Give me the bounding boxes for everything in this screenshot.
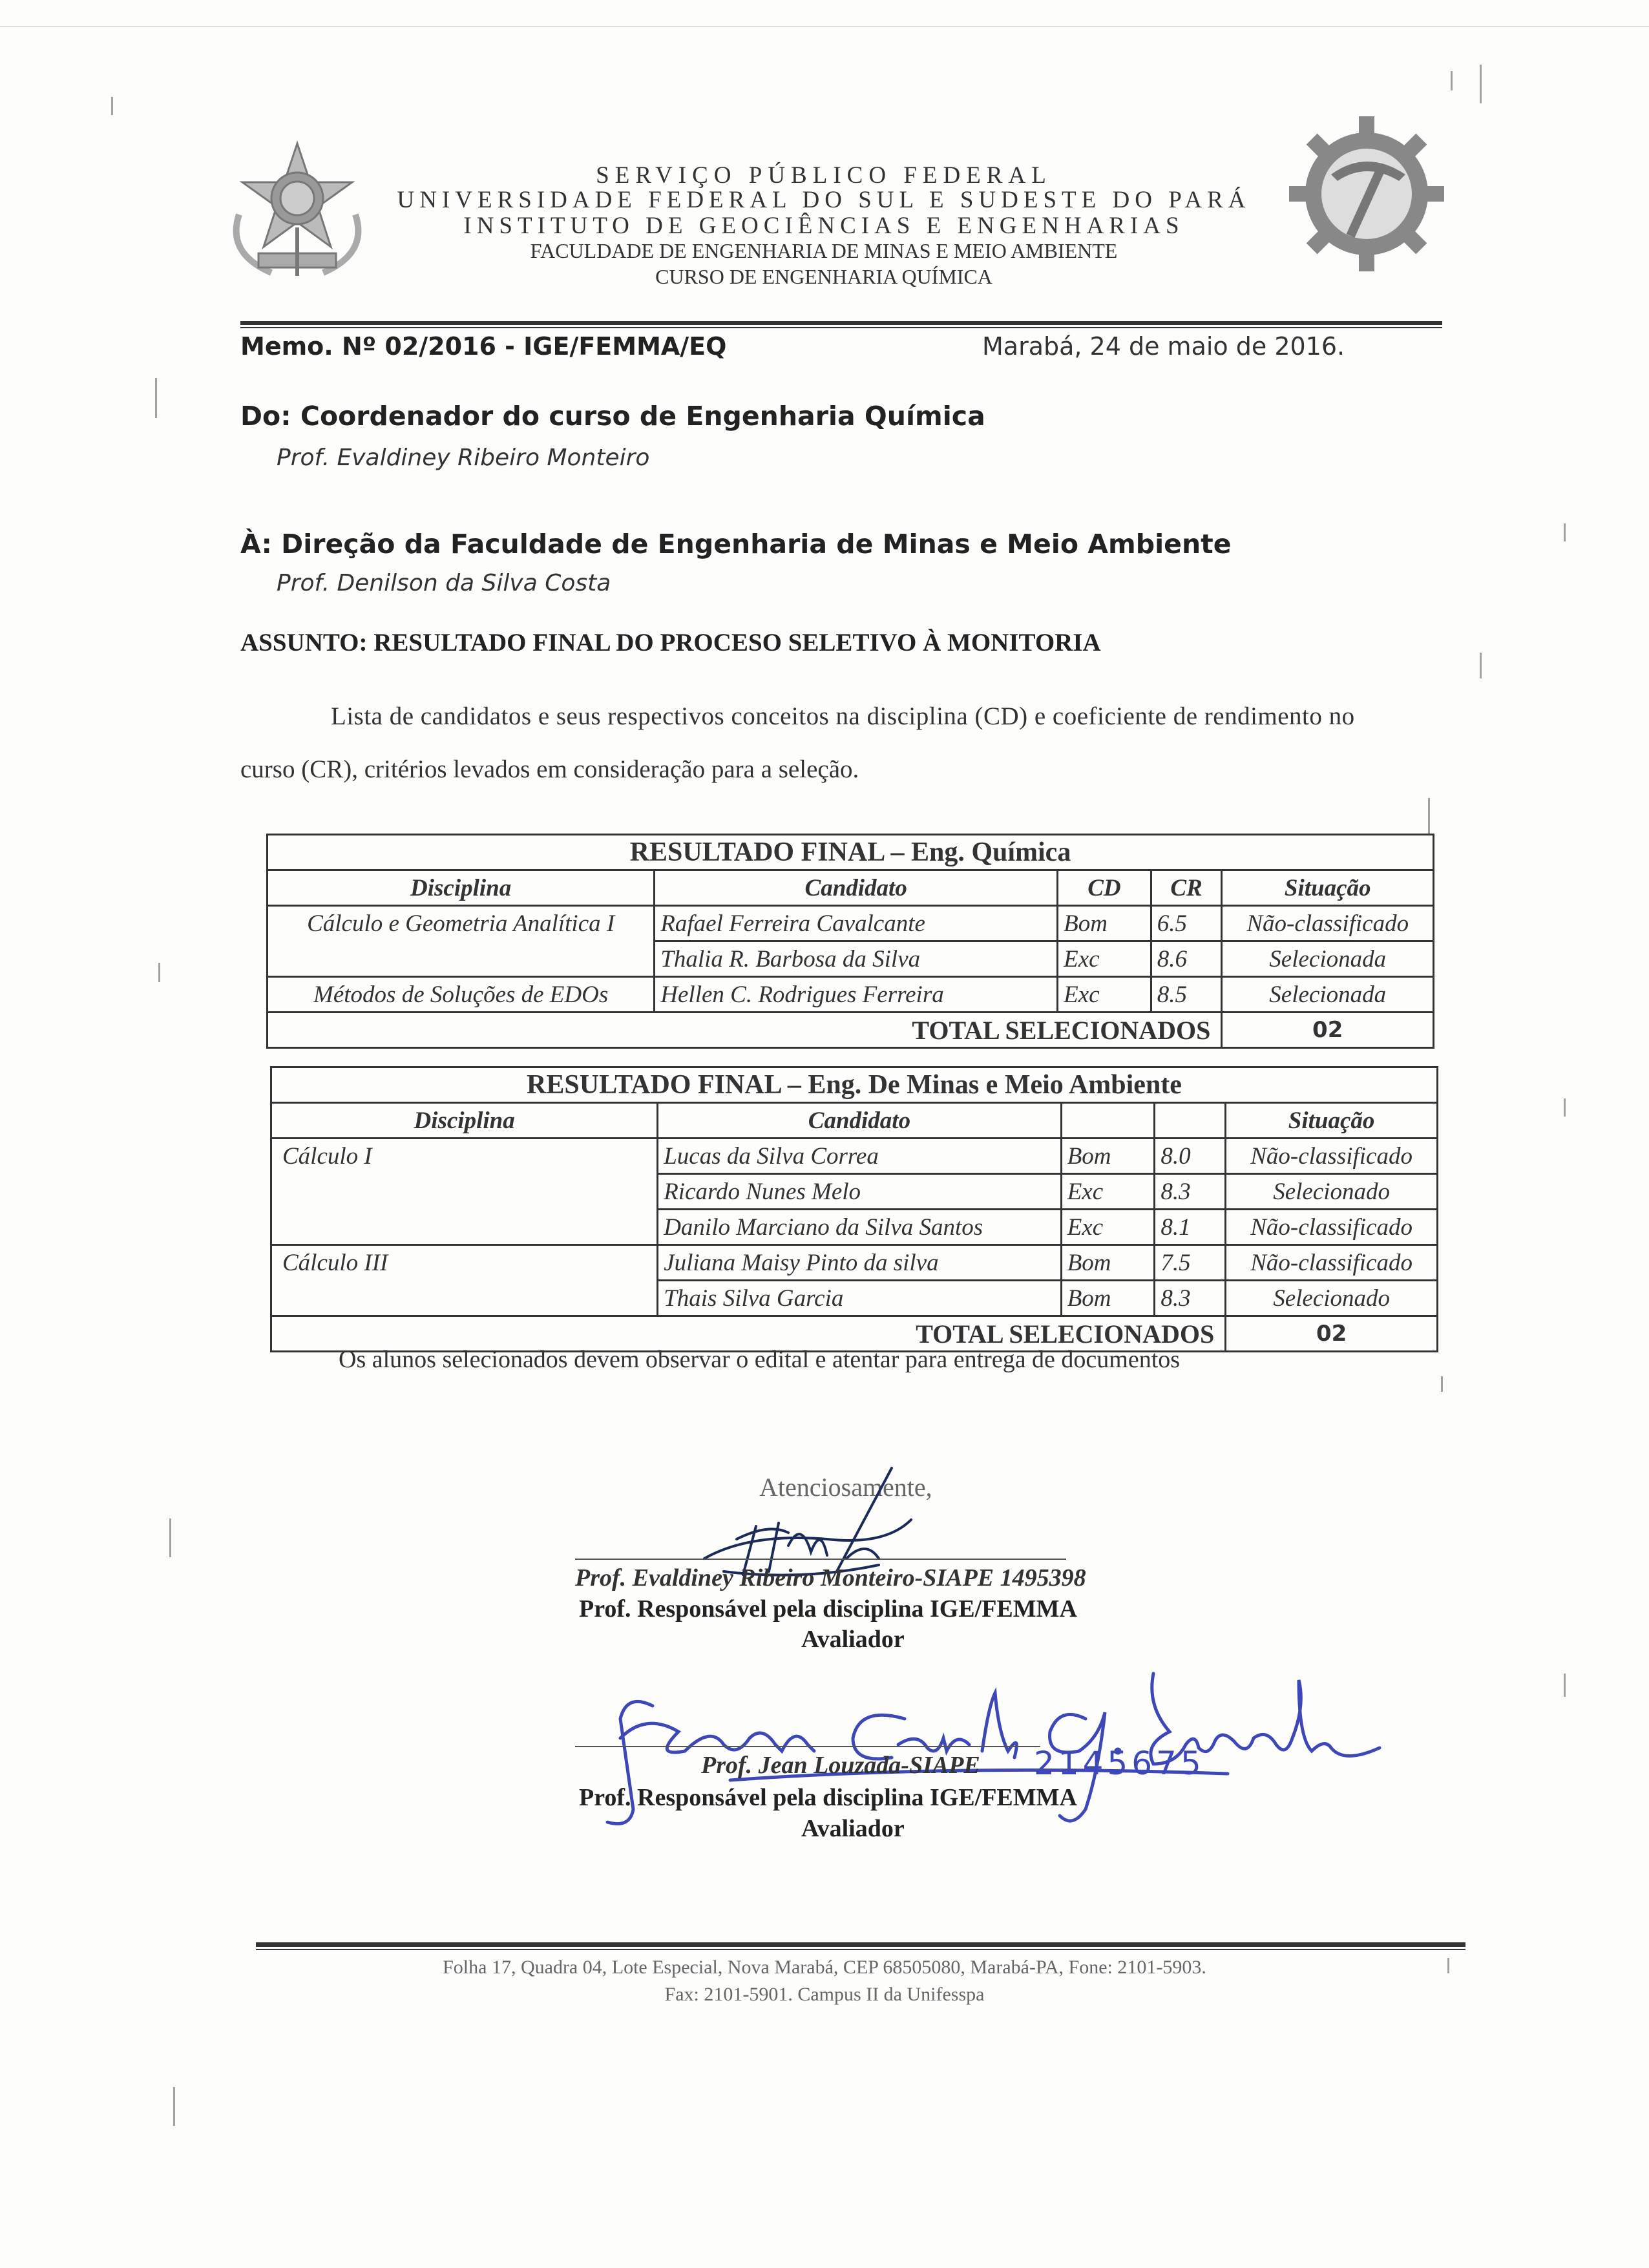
scan-speck (1428, 798, 1430, 834)
handwritten-siape-number: 2145675 (1034, 1745, 1205, 1782)
header-cell: Situação (1226, 1103, 1438, 1139)
memo-date: Marabá, 24 de maio de 2016. (982, 332, 1345, 361)
table-row (271, 1245, 1438, 1281)
header-line-2: UNIVERSIDADE FEDERAL DO SUL E SUDESTE DO PARÁ (397, 187, 1251, 213)
footer-rule-thin (256, 1949, 1465, 1950)
header-cell: CR (1151, 870, 1222, 906)
table-row (271, 1281, 1438, 1316)
from-label: Do: Coordenador do curso de Engenharia Química (240, 401, 985, 432)
header-cell: Situação (1222, 870, 1434, 906)
scan-speck (1480, 65, 1482, 103)
header-cell: Disciplina (268, 870, 655, 906)
total-value: 02 (1222, 1013, 1434, 1048)
scan-speck (1480, 653, 1482, 678)
table-row (268, 941, 1434, 977)
total-value: 02 (1226, 1316, 1438, 1352)
disciplina-cell (268, 941, 655, 977)
disciplina-cell (271, 1281, 658, 1316)
disciplina-cell: Cálculo I (271, 1139, 658, 1174)
memo-number: Memo. Nº 02/2016 - IGE/FEMMA/EQ (240, 332, 727, 361)
cd-cell: Bom (1058, 906, 1151, 941)
to-label: À: Direção da Faculdade de Engenharia de Minas e Meio Ambiente (240, 529, 1232, 560)
disciplina-cell: Cálculo III (271, 1245, 658, 1281)
body-line-2: curso (CR), critérios levados em consideração para a seleção. (240, 755, 859, 783)
signer-1-role: Prof. Responsável pela disciplina IGE/FEMMA (579, 1595, 1077, 1622)
scan-speck (173, 2087, 175, 2126)
scan-speck (1441, 1376, 1443, 1392)
scan-speck (158, 963, 160, 982)
table-title: RESULTADO FINAL – Eng. De Minas e Meio Ambiente (271, 1067, 1438, 1103)
scan-speck (111, 97, 113, 115)
total-label: TOTAL SELECIONADOS (268, 1013, 1222, 1048)
cd-cell: Bom (1061, 1245, 1155, 1281)
disciplina-cell (271, 1210, 658, 1245)
table-row (271, 1139, 1438, 1174)
signer-2-title: Avaliador (801, 1815, 905, 1842)
disciplina-cell (271, 1174, 658, 1210)
results-table-minas (270, 1066, 1438, 1352)
candidato-cell: Hellen C. Rodrigues Ferreira (655, 977, 1058, 1013)
header-line-4: FACULDADE DE ENGENHARIA DE MINAS E MEIO AMBIENTE (530, 239, 1118, 262)
footer-rule (256, 1942, 1465, 1947)
candidato-cell: Thais Silva Garcia (658, 1281, 1062, 1316)
situacao-cell: Não-classificado (1226, 1245, 1438, 1281)
situacao-cell: Selecionada (1222, 977, 1434, 1013)
to-name: Prof. Denilson da Silva Costa (277, 570, 611, 596)
signature-line-2 (575, 1746, 1040, 1747)
closing-salutation: Atenciosamente, (759, 1473, 932, 1502)
scan-speck (1564, 523, 1566, 541)
body-line-1: Lista de candidatos e seus respectivos conceitos na disciplina (CD) e coeficiente de rendimento no (331, 702, 1355, 730)
table-header-row (271, 1103, 1438, 1139)
cr-cell: 8.0 (1155, 1139, 1226, 1174)
situacao-cell: Não-classificado (1226, 1139, 1438, 1174)
candidato-cell: Lucas da Silva Correa (658, 1139, 1062, 1174)
table-title: RESULTADO FINAL – Eng. Química (268, 835, 1434, 870)
header-line-3: INSTITUTO DE GEOCIÊNCIAS E ENGENHARIAS (463, 213, 1184, 239)
scan-speck (169, 1518, 171, 1557)
header-line-5: CURSO DE ENGENHARIA QUÍMICA (655, 265, 993, 288)
scan-speck (1451, 71, 1453, 90)
candidato-cell: Ricardo Nunes Melo (658, 1174, 1062, 1210)
candidato-cell: Thalia R. Barbosa da Silva (655, 941, 1058, 977)
scan-speck (155, 378, 157, 418)
scan-edge (0, 26, 1649, 27)
footer-fax: Fax: 2101-5901. Campus II da Unifesspa (664, 1984, 985, 2005)
situacao-cell: Não-classificado (1222, 906, 1434, 941)
cd-cell: Exc (1061, 1174, 1155, 1210)
disciplina-cell: Cálculo e Geometria Analítica I (268, 906, 655, 941)
cd-cell: Bom (1061, 1139, 1155, 1174)
candidato-cell: Juliana Maisy Pinto da silva (658, 1245, 1062, 1281)
header-cell: Candidato (658, 1103, 1062, 1139)
table-total-row (268, 1013, 1434, 1048)
signature-line-1 (575, 1559, 1066, 1560)
header-line-1: SERVIÇO PÚBLICO FEDERAL (596, 162, 1052, 189)
cr-cell: 8.3 (1155, 1281, 1226, 1316)
table-row (268, 906, 1434, 941)
table-row (268, 977, 1434, 1013)
cr-cell: 6.5 (1151, 906, 1222, 941)
from-name: Prof. Evaldiney Ribeiro Monteiro (277, 445, 650, 471)
cr-cell: 8.5 (1151, 977, 1222, 1013)
results-table-quimica (266, 834, 1434, 1049)
cr-cell: 8.1 (1155, 1210, 1226, 1245)
situacao-cell: Selecionada (1222, 941, 1434, 977)
cd-cell: Exc (1061, 1210, 1155, 1245)
situacao-cell: Selecionado (1226, 1174, 1438, 1210)
cr-cell: 8.6 (1151, 941, 1222, 977)
signer-2-role: Prof. Responsável pela disciplina IGE/FEMMA (579, 1784, 1077, 1811)
table-header-row (268, 870, 1434, 906)
table-row (271, 1174, 1438, 1210)
total-label: TOTAL SELECIONADOS (271, 1316, 1226, 1352)
signer-1-name: Prof. Evaldiney Ribeiro Monteiro-SIAPE 1495398 (575, 1564, 1086, 1591)
header-cell: Candidato (655, 870, 1058, 906)
scan-speck (1564, 1098, 1566, 1117)
situacao-cell: Selecionado (1226, 1281, 1438, 1316)
table-row (271, 1210, 1438, 1245)
header-cell: CD (1058, 870, 1151, 906)
header-rule (240, 321, 1442, 325)
subject-line: ASSUNTO: RESULTADO FINAL DO PROCESO SELETIVO À MONITORIA (240, 629, 1101, 656)
header-rule-thin (240, 327, 1442, 328)
instruction-note: Os alunos selecionados devem observar o edital e atentar para entrega de documentos (339, 1346, 1181, 1373)
cr-cell: 7.5 (1155, 1245, 1226, 1281)
situacao-cell: Não-classificado (1226, 1210, 1438, 1245)
cd-cell: Bom (1061, 1281, 1155, 1316)
engineering-gear-emblem-icon (1286, 113, 1447, 275)
scan-speck (1564, 1674, 1566, 1697)
cd-cell: Exc (1058, 977, 1151, 1013)
candidato-cell: Danilo Marciano da Silva Santos (658, 1210, 1062, 1245)
signer-1-title: Avaliador (801, 1626, 905, 1653)
header-cell (1155, 1103, 1226, 1139)
header-cell (1061, 1103, 1155, 1139)
cd-cell: Exc (1058, 941, 1151, 977)
disciplina-cell: Métodos de Soluções de EDOs (268, 977, 655, 1013)
signer-2-name: Prof. Jean Louzada-SIAPE (701, 1752, 980, 1779)
candidato-cell: Rafael Ferreira Cavalcante (655, 906, 1058, 941)
header-cell: Disciplina (271, 1103, 658, 1139)
cr-cell: 8.3 (1155, 1174, 1226, 1210)
footer-address: Folha 17, Quadra 04, Lote Especial, Nova Marabá, CEP 68505080, Marabá-PA, Fone: 2101-5903. (443, 1957, 1206, 1978)
brazil-coat-of-arms-icon (213, 137, 381, 286)
